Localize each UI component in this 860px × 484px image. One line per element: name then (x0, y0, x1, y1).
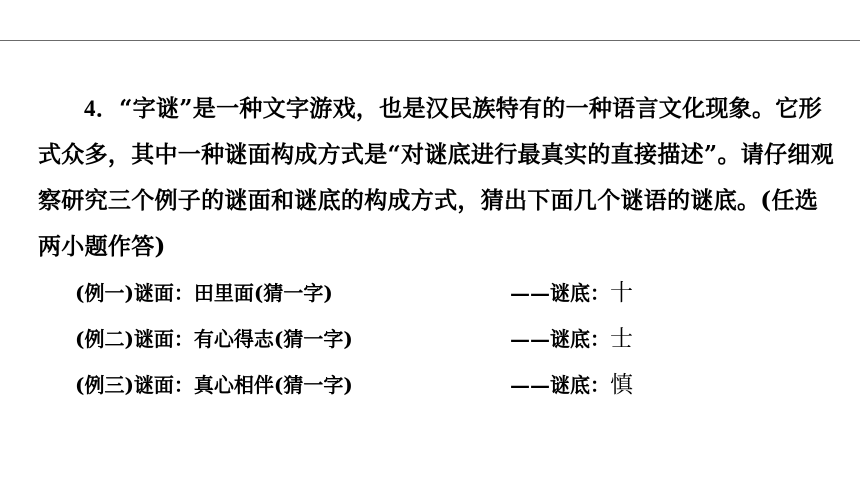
answer-char: 慎 (610, 372, 633, 398)
answer-char: 十 (610, 280, 633, 306)
answer-prefix: ——谜底： (510, 281, 610, 305)
answer-prefix: ——谜底： (510, 373, 610, 397)
question-block (38, 86, 838, 408)
question-paragraph (38, 86, 838, 270)
answer-char: 士 (610, 326, 633, 352)
example-riddle: (例一)谜面：田里面(猜一字) (75, 281, 333, 305)
question-text: “字谜”是一种文字游戏，也是汉民族特有的一种语言文化现象。它形式众多，其中一种谜面构成方式是“对谜底进行最真实的直接描述”。请仔细观察研究三个例子的谜面和谜底的构成方式，猜出下面几个谜语的谜底。(任选两小题作答) (38, 95, 834, 260)
example-riddle: (例三)谜面：真心相伴(猜一字) (75, 373, 353, 397)
example-row-2 (38, 316, 838, 362)
question-number: 4． (84, 96, 120, 121)
example-row-3 (38, 362, 838, 408)
example-answer (510, 316, 633, 362)
example-answer (510, 362, 633, 408)
example-riddle: (例二)谜面：有心得志(猜一字) (75, 327, 353, 351)
answer-prefix: ——谜底： (510, 327, 610, 351)
example-row-1 (38, 270, 838, 316)
example-answer (510, 270, 633, 316)
header-divider (0, 40, 860, 41)
examples-list (38, 270, 838, 408)
